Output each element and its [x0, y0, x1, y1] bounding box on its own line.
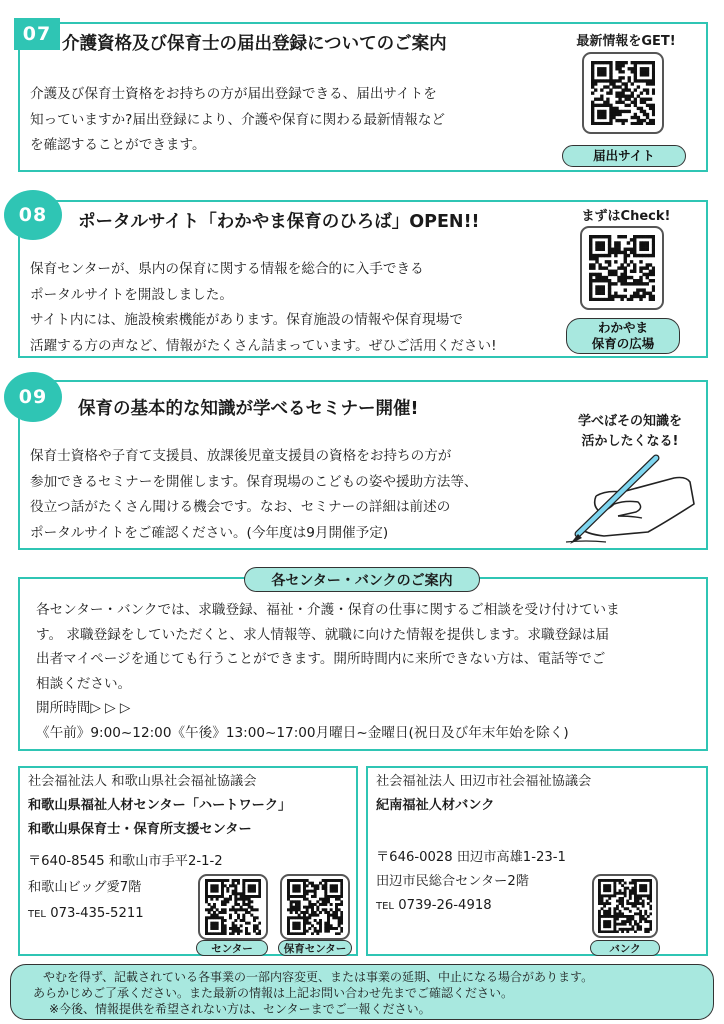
section-08-number: 08	[4, 190, 62, 240]
section-07-title: 介護資格及び保育士の届出登録についてのご案内	[62, 34, 447, 54]
info-heading: 各センター・バンクのご案内	[244, 567, 480, 592]
left-org-building: 和歌山ビッグ愛7階	[28, 880, 142, 895]
section-07-number: 07	[14, 18, 60, 50]
section-09-body: 保育士資格や子育て支援員、放課後児童支援員の資格をお持ちの方が 参加できるセミナーを開催します。保育現場のこどもの姿や援助方法等、 役立つ話がたくさん聞ける機会です。なお、セミナーの詳細は前述の ポータルサイトをご確認ください。(今年度は9月開催予定)	[30, 448, 478, 541]
left-org-postal: 〒640-8545 和歌山市手平2-1-2	[28, 854, 223, 869]
portal-label-line1: わかやま	[597, 320, 648, 335]
portal-site-label[interactable]	[566, 318, 680, 354]
illustration-caption: 学べばその知識を 活かしたくなる!	[577, 414, 682, 449]
left-org-details	[28, 770, 291, 842]
bank-qr-label[interactable]: バンク	[590, 940, 660, 956]
section-07-body: 介護及び保育士資格をお持ちの方が届出登録できる、届出サイトを 知っていますか?届出登録により、介護や保育に関わる最新情報など を確認することができます。	[30, 86, 446, 153]
childcare-center-qr-label[interactable]: 保育センター	[278, 940, 352, 956]
qr-caption-check: まずはCheck!	[581, 209, 671, 224]
section-08-body: 保育センターが、県内の保育に関する情報を総合的に入手できる ポータルサイトを開設しました。 サイト内には、施設検索機能があります。保育施設の情報や保育現場で 活躍する方の声など、情報がたくさん詰まっています。ぜひご活用ください!	[30, 261, 497, 354]
section-09-title: 保育の基本的な知識が学べるセミナー開催!	[78, 399, 419, 419]
left-org-name: 社会福祉法人 和歌山県社会福祉協議会	[28, 774, 257, 789]
qr-code-registration-site[interactable]	[582, 52, 664, 134]
notice-line-2: あらかじめご了承ください。また最新の情報は上記お問い合わせ先までご確認ください。	[33, 986, 514, 1000]
tel-prefix: TEL	[28, 909, 46, 920]
left-org-tel-number: 073-435-5211	[50, 906, 144, 921]
registration-site-label[interactable]: 届出サイト	[562, 145, 686, 167]
notice-banner	[10, 964, 714, 1020]
right-org-name: 社会福祉法人 田辺市社会福祉協議会	[376, 774, 592, 789]
section-08-title: ポータルサイト「わかやま保育のひろば」OPEN!!	[78, 212, 480, 232]
left-org-center-2: 和歌山県保育士・保育所支援センター	[28, 822, 252, 837]
qr-code-bank[interactable]	[592, 874, 658, 938]
tel-prefix: TEL	[376, 901, 394, 912]
right-org-tel[interactable]	[376, 894, 492, 918]
notice-line-1: やむを得ず、記載されている各事業の一部内容変更、または事業の延期、中止になる場合があります。	[43, 970, 594, 984]
section-09-number: 09	[4, 372, 62, 422]
writing-hand-pencil-icon	[556, 450, 704, 546]
info-body: 各センター・バンクでは、求職登録、福祉・介護・保育の仕事に関するご相談を受け付けていま す。 求職登録をしていただくと、求人情報等、就職に向けた情報を提供します。求職登録は届 出者マイページを通じても行うことができます。開所時間内に来所できない方は、電話等でご 相談ください。 開所時間▷ ▷ ▷ 《午前》9:00~12:00《午後》13:00~17:00月曜日~金曜日(祝日及び年末年始を除く)	[36, 602, 620, 741]
qr-code-portal-site[interactable]	[580, 226, 664, 310]
left-org-center-1: 和歌山県福祉人材センター「ハートワーク」	[28, 798, 292, 813]
qr-caption-latest: 最新情報をGET!	[576, 34, 676, 49]
qr-code-childcare-center[interactable]	[280, 874, 350, 940]
right-org-tel-number: 0739-26-4918	[398, 898, 492, 913]
right-org-postal: 〒646-0028 田辺市高雄1-23-1	[376, 850, 566, 865]
portal-label-line2: 保育の広場	[591, 336, 655, 351]
right-org-bank: 紀南福祉人材バンク	[376, 798, 495, 813]
right-org-building: 田辺市民総合センター2階	[376, 874, 529, 889]
notice-line-3: ※今後、情報提供を希望されない方は、センターまでご一報ください。	[49, 1002, 431, 1016]
left-org-tel[interactable]	[28, 902, 144, 926]
center-qr-label[interactable]: センター	[196, 940, 268, 956]
right-org-details	[376, 770, 591, 818]
qr-code-center[interactable]	[198, 874, 268, 940]
